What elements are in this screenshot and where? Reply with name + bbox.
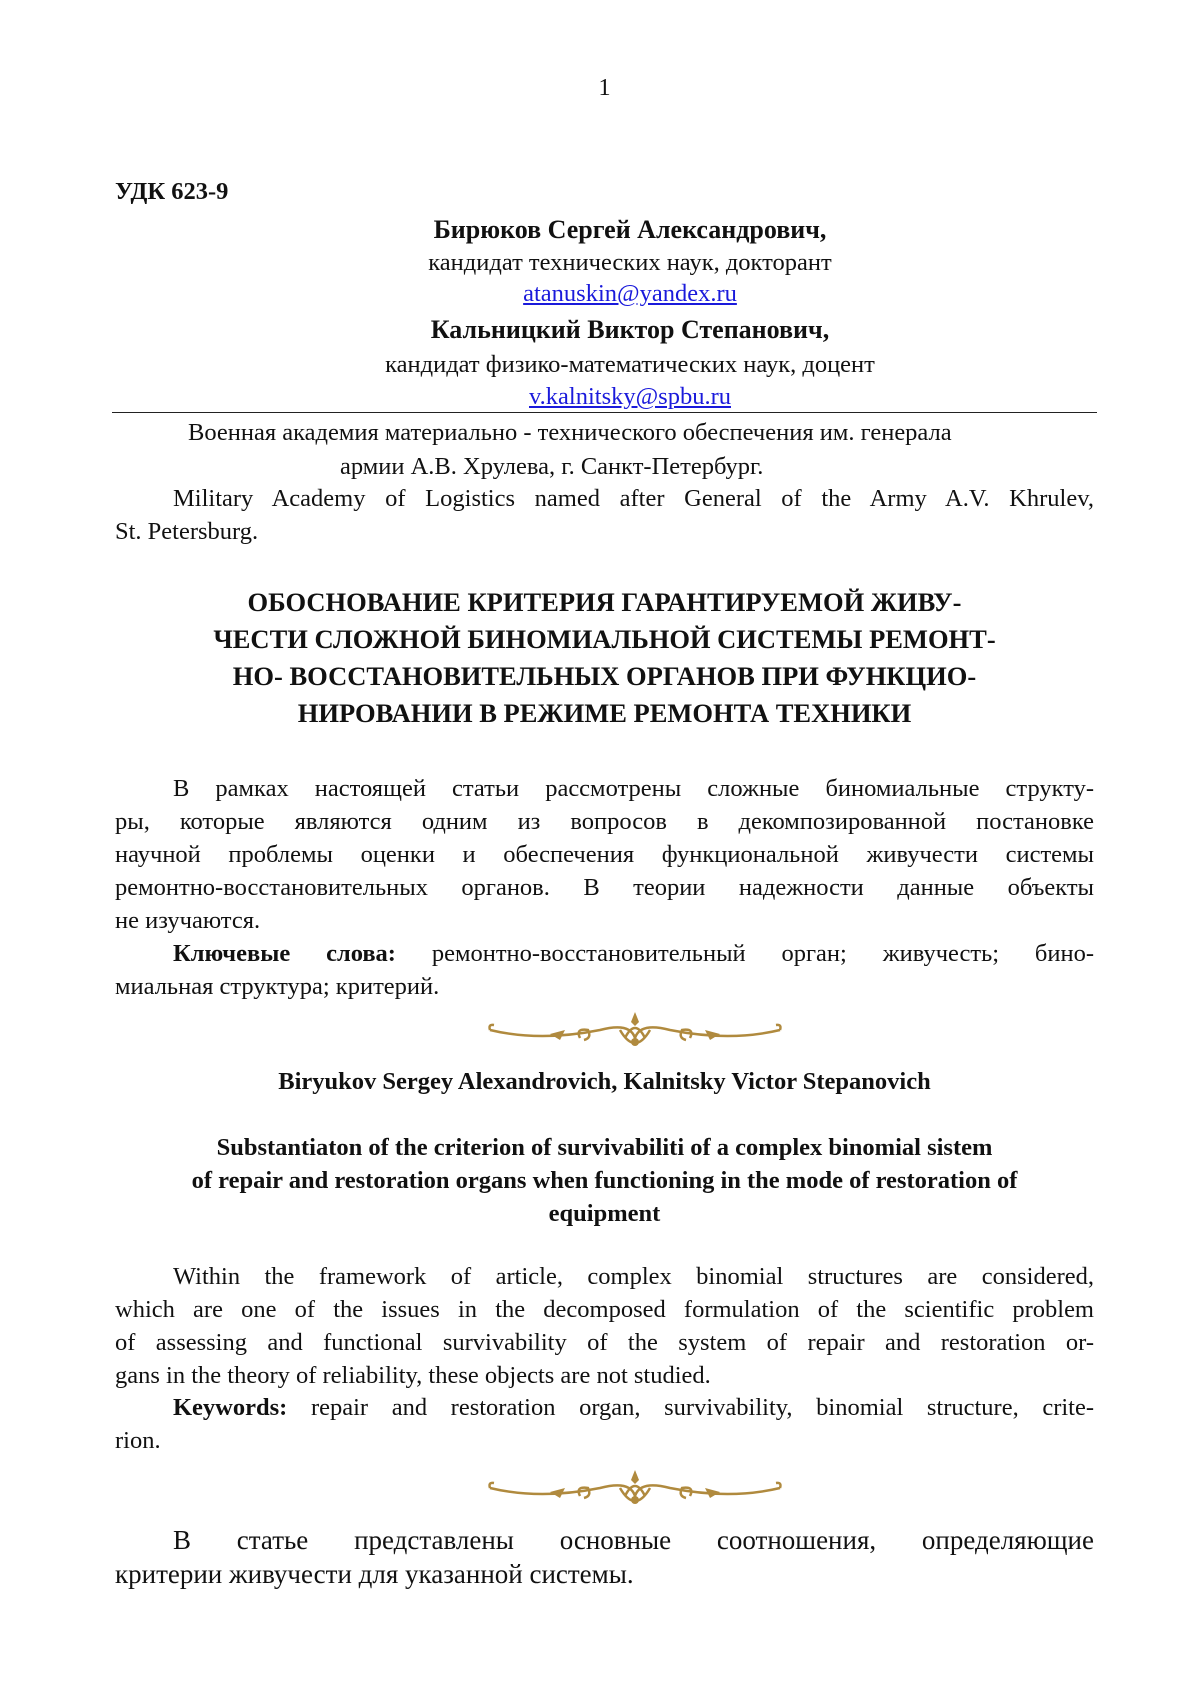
- abstract-en: [115, 1260, 1094, 1392]
- abstract-ru-line: научной проблемы оценки и обеспечения функциональной живучести системы: [115, 841, 1094, 868]
- affiliation-ru-line2: армии А.В. Хрулева, г. Санкт-Петербург.: [340, 453, 764, 480]
- article-title-ru: [115, 584, 1094, 732]
- author-1-name: Бирюков Сергей Александрович,: [433, 215, 827, 244]
- body-intro-line: критерии живучести для указанной системы.: [115, 1559, 634, 1589]
- article-title-en: [115, 1131, 1094, 1230]
- abstract-ru-line: ры, которые являются одним из вопросов в декомпозированной постановке: [115, 808, 1094, 835]
- title-ru-line: ЧЕСТИ СЛОЖНОЙ БИНОМИАЛЬНОЙ СИСТЕМЫ РЕМОНТ-: [213, 624, 996, 654]
- affiliation-en-line2: St. Petersburg.: [115, 518, 259, 545]
- body-intro-line: В статье представлены основные соотношения, определяющие: [173, 1525, 1094, 1555]
- keywords-en: [115, 1391, 1094, 1457]
- divider-line: [112, 412, 1097, 413]
- keywords-ru: [115, 937, 1094, 1003]
- page-number: 1: [598, 74, 611, 101]
- abstract-en-line: which are one of the issues in the decomposed formulation of the scientific problem: [115, 1296, 1094, 1323]
- author-1-email-link[interactable]: atanuskin@yandex.ru: [523, 280, 737, 307]
- keywords-ru-label: Ключевые слова:: [173, 940, 396, 967]
- abstract-ru: [115, 772, 1094, 937]
- keywords-en-text: repair and restoration organ, survivability, binomial structure, crite-: [310, 1394, 1094, 1421]
- title-ru-line: НИРОВАНИИ В РЕЖИМЕ РЕМОНТА ТЕХНИКИ: [297, 698, 912, 728]
- abstract-ru-line: В рамках настоящей статьи рассмотрены сложные биномиальные структу-: [173, 775, 1094, 802]
- udk-code: УДК 623-9: [115, 178, 229, 205]
- affiliation-en-line1: Military Academy of Logistics named after General of the Army A.V. Khrulev,: [173, 485, 1094, 512]
- author-1-degree: кандидат технических наук, докторант: [428, 249, 832, 276]
- abstract-ru-line: не изучаются.: [115, 907, 261, 934]
- ornament-divider-icon: [480, 1008, 790, 1058]
- title-ru-line: ОБОСНОВАНИЕ КРИТЕРИЯ ГАРАНТИРУЕМОЙ ЖИВУ-: [247, 587, 962, 617]
- keywords-en-line1: [115, 1391, 1094, 1424]
- title-en-line: equipment: [548, 1200, 661, 1227]
- ornament-divider-icon: [480, 1466, 790, 1516]
- title-ru-line: НО- ВОССТАНОВИТЕЛЬНЫХ ОРГАНОВ ПРИ ФУНКЦИО-: [232, 661, 977, 691]
- body-intro: [115, 1523, 1094, 1591]
- keywords-ru-line2: миальная структура; критерий.: [115, 973, 440, 1000]
- title-en-line: of repair and restoration organs when functioning in the mode of restoration of: [191, 1167, 1018, 1194]
- affiliation-ru-line1: Военная академия материально - технического обеспечения им. генерала: [188, 419, 952, 446]
- abstract-ru-line: ремонтно-восстановительных органов. В теории надежности данные объекты: [115, 874, 1094, 901]
- author-2-name: Кальницкий Виктор Степанович,: [430, 315, 830, 344]
- abstract-en-line: gans in the theory of reliability, these objects are not studied.: [115, 1362, 711, 1389]
- author-2-email-link[interactable]: v.kalnitsky@spbu.ru: [529, 383, 731, 410]
- keywords-ru-line1: [115, 937, 1094, 970]
- keywords-ru-text: ремонтно-восстановительный орган; живучесть; бино-: [431, 940, 1094, 967]
- title-en-line: Substantiaton of the criterion of survivabiliti of a complex binomial sistem: [216, 1134, 993, 1161]
- keywords-en-line2: rion.: [115, 1427, 161, 1454]
- abstract-en-line: Within the framework of article, complex binomial structures are considered,: [173, 1263, 1094, 1290]
- authors-en: Biryukov Sergey Alexandrovich, Kalnitsky Victor Stepanovich: [278, 1068, 931, 1095]
- author-2-degree: кандидат физико-математических наук, доцент: [385, 351, 875, 378]
- abstract-en-line: of assessing and functional survivability of the system of repair and restoration or-: [115, 1329, 1094, 1356]
- keywords-en-label: Keywords:: [173, 1394, 288, 1421]
